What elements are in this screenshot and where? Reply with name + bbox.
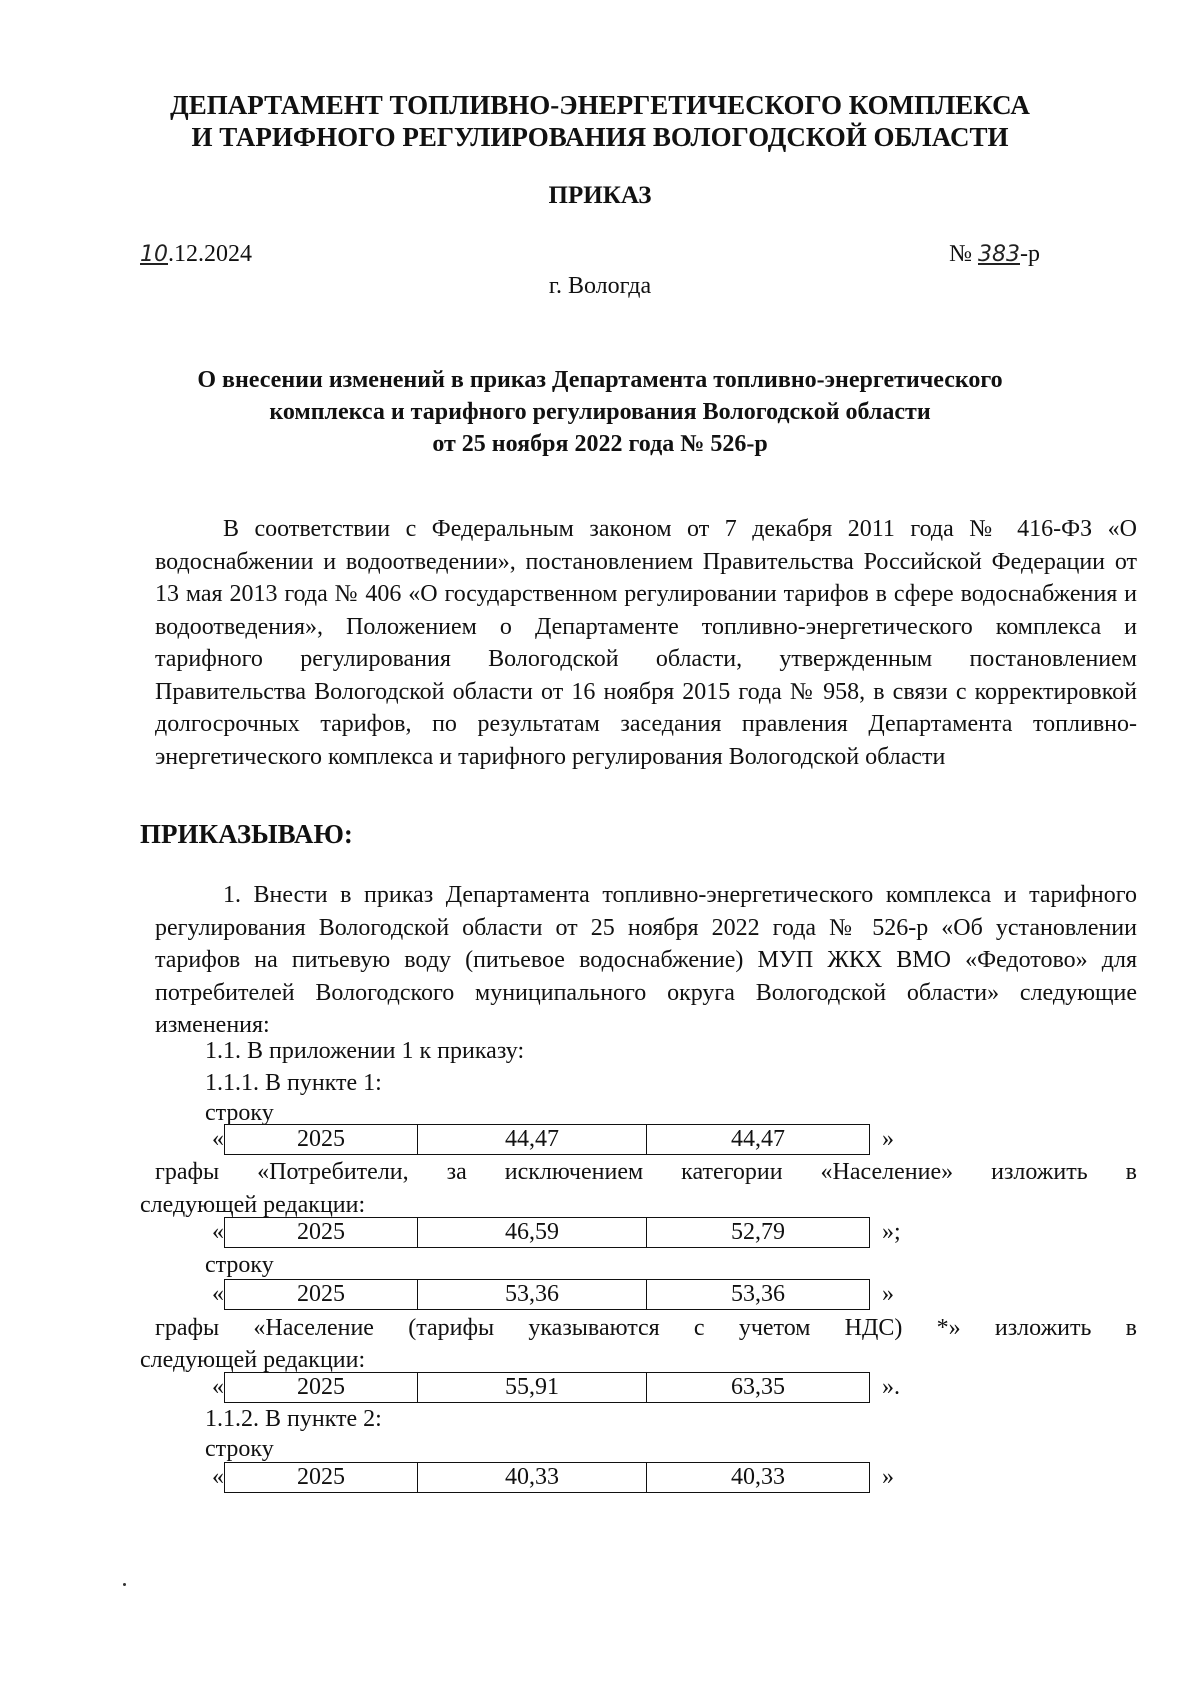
- document-type: ПРИКАЗ: [548, 182, 652, 209]
- tariff-row: [200, 1217, 901, 1248]
- tariff-value-2: 63,35: [731, 1374, 785, 1400]
- date-rest: .12.2024: [168, 241, 252, 267]
- number-sign: №: [949, 241, 972, 267]
- tariff-value-1: 53,36: [418, 1280, 647, 1309]
- item-1: 1. Внести в приказ Департамента топливно-энергетического комплекса и тарифного регулирования Вологодской области от 25 ноября 2022 года № 526-р «Об установлении тарифов на питьевую воду (питьевое водоснабжение) МУП ЖКХ ВМО «Федотово» для потребителей Вологодского муниципального округа Вологодской области» следующие изменения:: [155, 882, 1137, 1038]
- grafy-line-2: графы «Население (тарифы указываются с учетом НДС) *» изложить в: [155, 1315, 1137, 1341]
- order-date: [140, 241, 252, 268]
- year-cell: 2025: [225, 1373, 418, 1402]
- tariff-cells: [224, 1462, 870, 1493]
- tariff-row: [200, 1462, 894, 1493]
- tariff-value-1: 44,47: [418, 1125, 647, 1154]
- tariff-cells: [224, 1372, 870, 1403]
- quote-close: »: [882, 1281, 894, 1307]
- sled-red-2: следующей редакции:: [140, 1347, 366, 1373]
- department-name-line1: ДЕПАРТАМЕНТ ТОПЛИВНО-ЭНЕРГЕТИЧЕСКОГО КОМПЛЕКСА: [170, 90, 1030, 120]
- tariff-row: [200, 1279, 894, 1310]
- preamble: В соответствии с Федеральным законом от 7 декабря 2011 года № 416-ФЗ «О водоснабжении и водоотведении», постановлением Правительства Российской Федерации от 13 мая 2013 года № 406 «О государственном регулировании тарифов в сфере водоснабжения и водоотведения», Положением о Департаменте топливно-энергетического комплекса и тарифного регулирования Вологодской области, утвержденным постановлением Правительства Вологодской области от 16 ноября 2015 года № 958, в связи с корректировкой долгосрочных тарифов, по результатам заседания правления Департамента топливно-энергетического комплекса и тарифного регулирования Вологодской области: [155, 516, 1137, 770]
- quote-open: «: [212, 1464, 224, 1490]
- quote-open: «: [212, 1374, 224, 1400]
- tariff-value-1: 55,91: [418, 1373, 647, 1402]
- subject-line2: комплекса и тарифного регулирования Вологодской области: [269, 399, 931, 425]
- quote-open: «: [212, 1126, 224, 1152]
- order-number: [949, 241, 1040, 268]
- tariff-cells: [224, 1217, 870, 1248]
- number-handwritten: 383: [978, 242, 1020, 267]
- number-suffix: -р: [1020, 241, 1040, 267]
- tariff-value-1: 40,33: [418, 1463, 647, 1492]
- year-cell: 2025: [225, 1125, 418, 1154]
- quote-close: »: [882, 1126, 894, 1152]
- date-day-handwritten: 10: [140, 242, 168, 267]
- quote-close: »;: [882, 1219, 901, 1245]
- tariff-row: [200, 1372, 900, 1403]
- tariff-value-1: 46,59: [418, 1218, 647, 1247]
- tariff-value-2: 44,47: [731, 1126, 785, 1152]
- word-stroku-2: строку: [205, 1252, 274, 1278]
- tariff-value-2: 52,79: [731, 1219, 785, 1245]
- year-cell: 2025: [225, 1280, 418, 1309]
- quote-open: «: [212, 1281, 224, 1307]
- department-name-line2: И ТАРИФНОГО РЕГУЛИРОВАНИЯ ВОЛОГОДСКОЙ ОБЛАСТИ: [191, 122, 1009, 152]
- tariff-cells: [224, 1279, 870, 1310]
- year-cell: 2025: [225, 1463, 418, 1492]
- scan-speck: [123, 1583, 126, 1586]
- tariff-cells: [224, 1124, 870, 1155]
- year-cell: 2025: [225, 1218, 418, 1247]
- quote-open: «: [212, 1219, 224, 1245]
- quote-close: »: [882, 1464, 894, 1490]
- sled-red-1: следующей редакции:: [140, 1192, 366, 1218]
- word-stroku-3: строку: [205, 1436, 274, 1462]
- item-1-1: 1.1. В приложении 1 к приказу:: [205, 1038, 525, 1064]
- item-1-1-1: 1.1.1. В пункте 1:: [205, 1070, 382, 1096]
- subject-line1: О внесении изменений в приказ Департамента топливно-энергетического: [197, 367, 1003, 393]
- tariff-value-2: 53,36: [731, 1281, 785, 1307]
- city: г. Вологда: [548, 273, 652, 299]
- order-word: ПРИКАЗЫВАЮ:: [140, 819, 353, 849]
- word-stroku-1: строку: [205, 1100, 274, 1126]
- tariff-value-2: 40,33: [731, 1464, 785, 1490]
- tariff-row: [200, 1124, 894, 1155]
- grafy-line-1: графы «Потребители, за исключением категории «Население» изложить в: [155, 1159, 1137, 1185]
- quote-close: ».: [882, 1374, 900, 1400]
- subject-line3: от 25 ноября 2022 года № 526-р: [432, 431, 768, 457]
- item-1-1-2: 1.1.2. В пункте 2:: [205, 1406, 382, 1432]
